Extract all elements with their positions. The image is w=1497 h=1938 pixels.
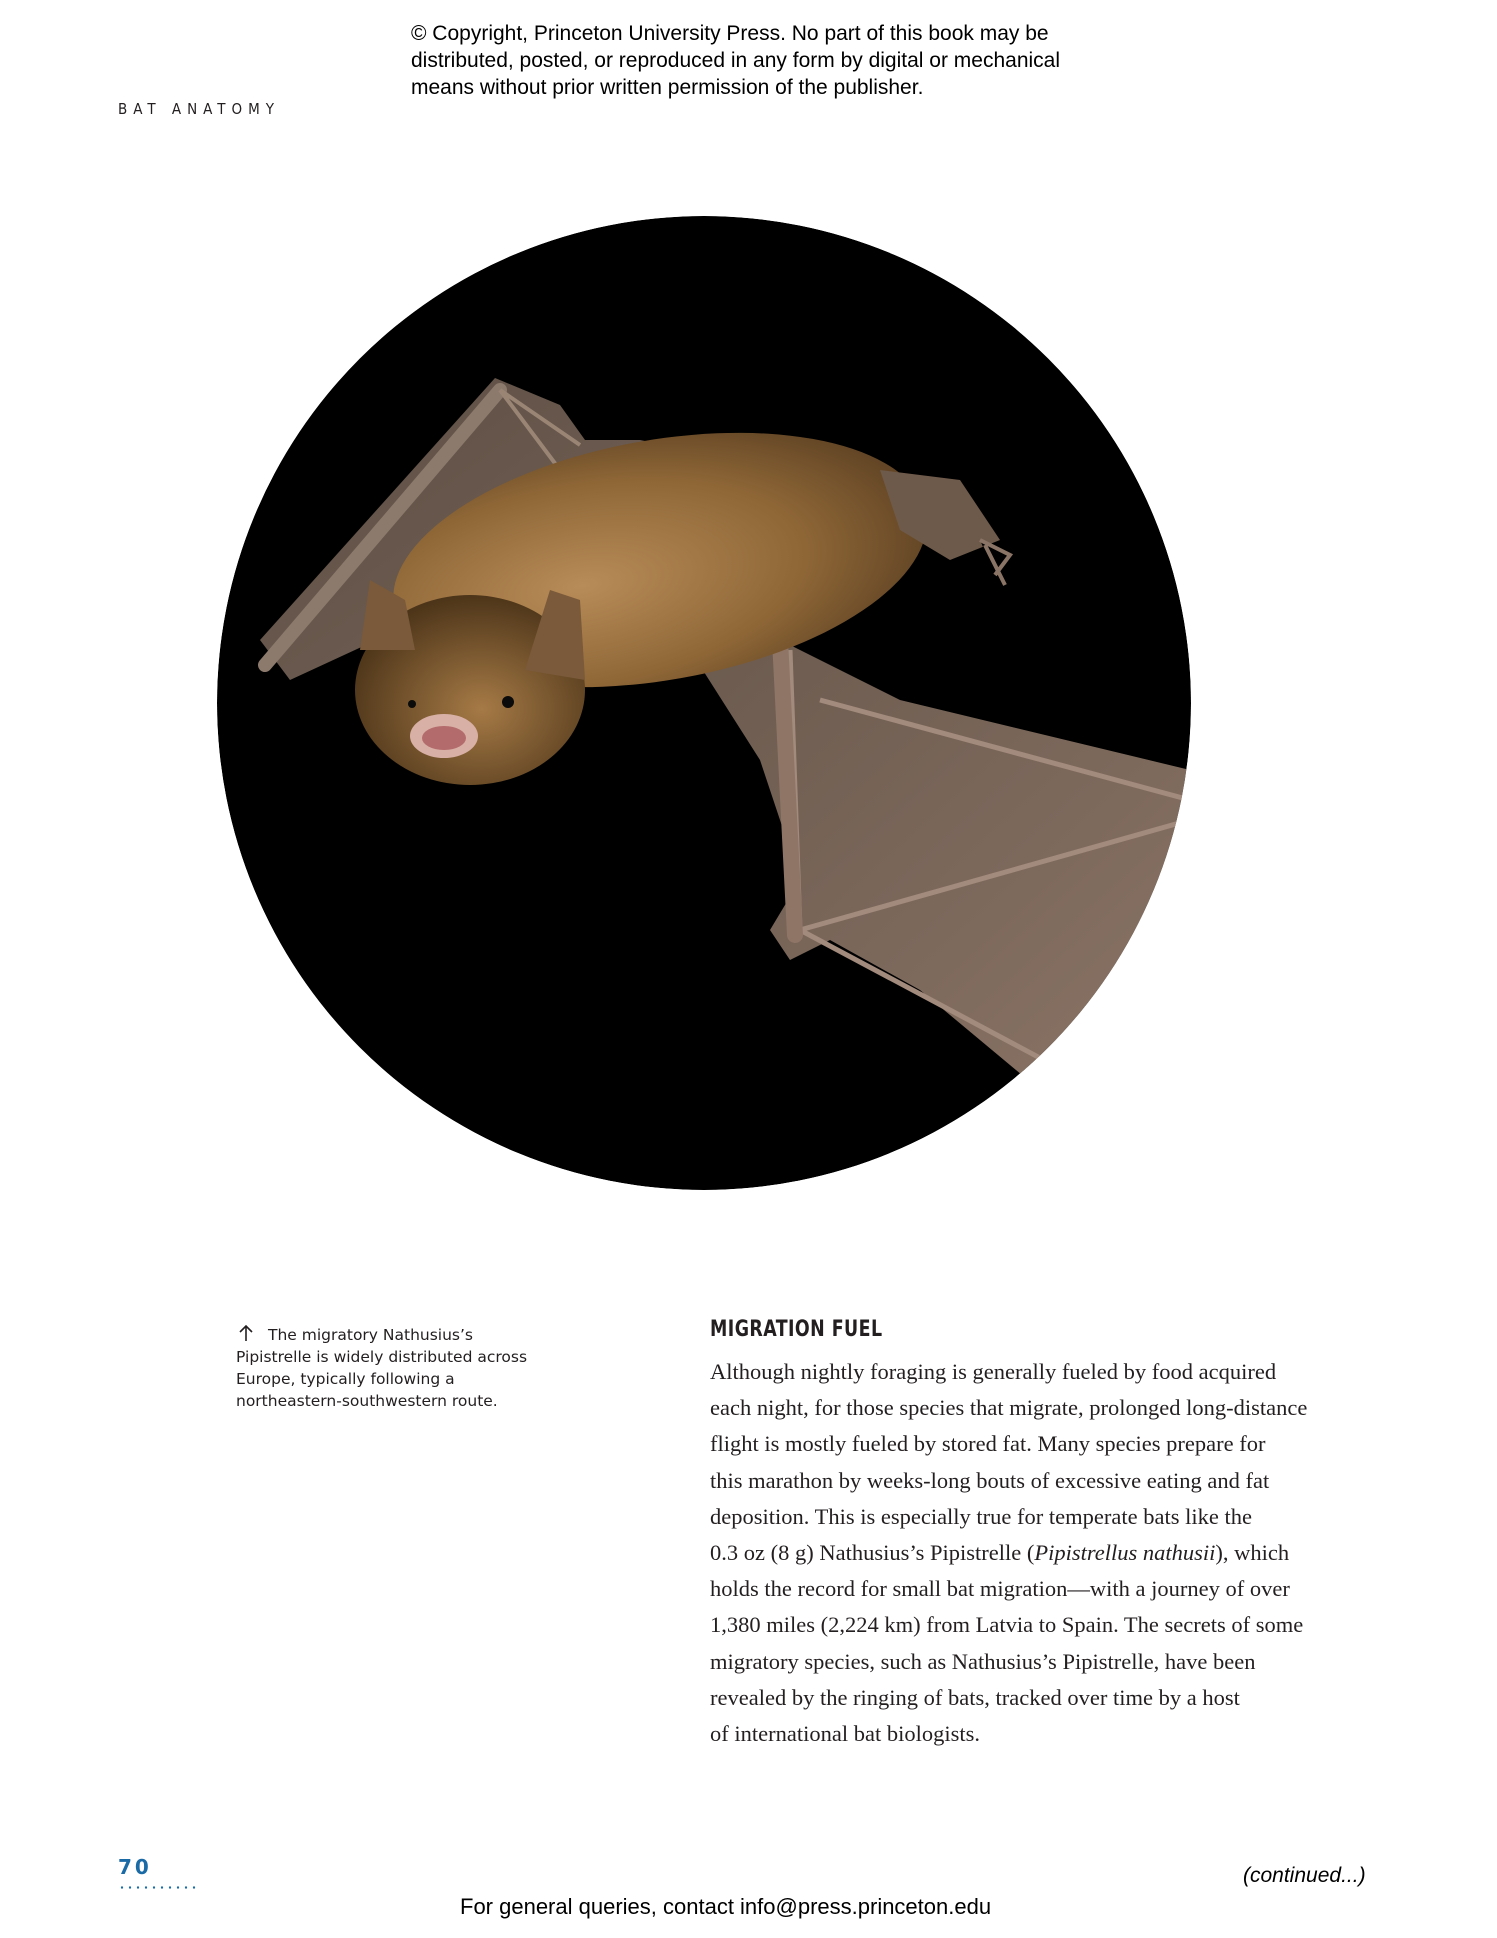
body-line: holds the record for small bat migration—with a journey of over: [710, 1576, 1290, 1602]
copyright-line: distributed, posted, or reproduced in any form by digital or mechanical: [411, 49, 1061, 72]
body-line: deposition. This is especially true for temperate bats like the: [710, 1503, 1252, 1529]
copyright-line: means without prior written permission of the publisher.: [411, 76, 924, 99]
body-line: of international bat biologists.: [710, 1721, 980, 1747]
caption-line: [236, 1323, 556, 1346]
body-line: flight is mostly fueled by stored fat. Many species prepare for: [710, 1431, 1266, 1457]
body-line: 0.3 oz (8 g) Nathusius’s Pipistrelle (Pipistrellus nathusii), which: [710, 1540, 1290, 1566]
caption-line: Pipistrelle is widely distributed across: [236, 1348, 528, 1366]
continued-label: (continued...): [1243, 1864, 1366, 1887]
body-line: 1,380 miles (2,224 km) from Latvia to Spain. The secrets of some: [710, 1612, 1304, 1638]
caption-line-text: The migratory Nathusius’s: [268, 1326, 474, 1344]
running-head: BAT ANATOMY: [118, 100, 280, 118]
caption-line: Europe, typically following a: [236, 1370, 455, 1388]
species-name: Pipistrellus nathusii: [1034, 1540, 1216, 1566]
body-line: revealed by the ringing of bats, tracked over time by a host: [710, 1684, 1240, 1710]
footer-contact: For general queries, contact info@press.princeton.edu: [460, 1894, 992, 1919]
section-heading: MIGRATION FUEL: [710, 1317, 883, 1342]
section-body: [710, 1354, 1410, 1752]
copyright-line: © Copyright, Princeton University Press. No part of this book may be: [411, 22, 1049, 45]
body-line: each night, for those species that migrate, prolonged long-distance: [710, 1395, 1308, 1421]
page-number: 70: [118, 1855, 152, 1879]
page-number-dots: [118, 1886, 200, 1889]
body-line: this marathon by weeks-long bouts of excessive eating and fat: [710, 1467, 1270, 1493]
body-line: migratory species, such as Nathusius’s Pipistrelle, have been: [710, 1648, 1256, 1674]
body-line: Although nightly foraging is generally fueled by food acquired: [710, 1359, 1277, 1384]
caption-line: northeastern-southwestern route.: [236, 1392, 498, 1410]
figure-caption: [236, 1323, 556, 1412]
arrow-up-icon: [236, 1323, 256, 1343]
